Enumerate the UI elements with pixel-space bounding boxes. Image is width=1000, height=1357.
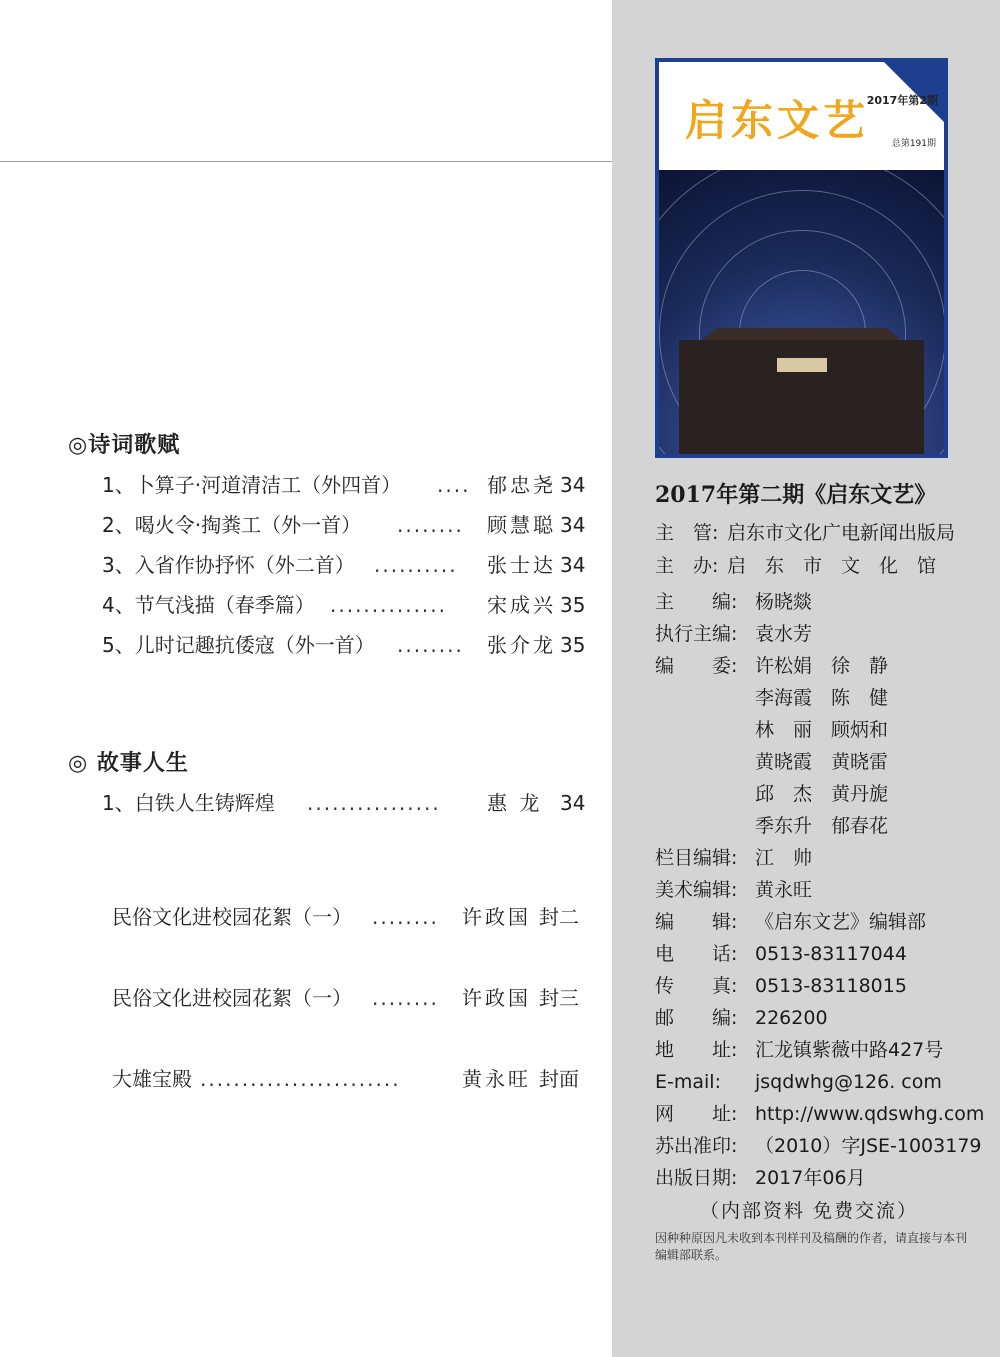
divider: [0, 161, 612, 162]
toc-title: 4、节气浅描（春季篇）: [102, 593, 315, 617]
toc-page: 封三: [539, 986, 579, 1010]
info-key: 传 真:: [655, 975, 738, 997]
toc-row[interactable]: [102, 590, 592, 620]
info-value: 2017年06月: [755, 1167, 866, 1189]
toc-row[interactable]: [102, 630, 592, 660]
info-value: 226200: [755, 1007, 828, 1029]
toc-author: 张士达: [487, 553, 556, 577]
toc-title: 民俗文化进校园花絮（一）: [112, 905, 352, 929]
info-value: 林 丽 顾炳和: [755, 719, 889, 741]
toc-row[interactable]: [102, 510, 592, 540]
info-key: 执行主编:: [655, 623, 738, 645]
info-key: 电 话:: [655, 943, 738, 965]
info-value: 季东升 郁春花: [755, 815, 889, 837]
toc-page: 封二: [539, 905, 579, 929]
info-key: 主 管:: [655, 522, 719, 544]
info-value: 《启东文艺》编辑部: [755, 911, 927, 933]
star-trail-photo: [659, 170, 944, 454]
toc-title: 大雄宝殿: [112, 1067, 192, 1091]
info-key: 主 办:: [655, 555, 719, 577]
cover-thumbnail: [655, 58, 948, 458]
toc-page: 34: [560, 791, 586, 815]
info-value: 黄晓霞 黄晓雷: [755, 751, 889, 773]
toc-title: 1、白铁人生铸辉煌: [102, 791, 275, 815]
info-key: 编 辑:: [655, 911, 738, 933]
masthead-title: 2017年第二期《启东文艺》: [655, 482, 937, 508]
toc-dots: ..............: [330, 593, 448, 617]
toc-title: 民俗文化进校园花絮（一）: [112, 986, 352, 1010]
toc-title: 1、卜算子·河道清洁工（外四首）: [102, 473, 402, 497]
section-heading-poetry: ◎诗词歌赋: [68, 433, 181, 458]
info-key: 栏目编辑:: [655, 847, 738, 869]
cover-total: 总第191期: [891, 139, 936, 149]
cover-issue: 2017年第2期: [866, 94, 938, 107]
info-value: （2010）字JSE-1003179: [755, 1135, 982, 1157]
internal-note: （内部资料 免费交流）: [700, 1200, 919, 1222]
toc-page: 封面: [539, 1067, 579, 1091]
info-value: 启东市文化广电新闻出版局: [727, 522, 956, 544]
toc-author: 许政国: [462, 905, 531, 929]
info-key: 出版日期:: [655, 1167, 738, 1189]
info-value: 汇龙镇紫薇中路427号: [755, 1039, 944, 1061]
toc-author: 宋成兴: [487, 593, 556, 617]
info-value: 黄永旺: [755, 879, 813, 901]
toc-row[interactable]: [112, 983, 592, 1013]
section-heading-stories: ◎ 故事人生: [68, 751, 189, 776]
toc-row[interactable]: [102, 788, 592, 818]
info-key: 主 编:: [655, 591, 738, 613]
toc-page: 34: [560, 553, 586, 577]
toc-dots: ....: [437, 473, 471, 497]
toc-page: 35: [560, 633, 586, 657]
info-key: 编 委:: [655, 655, 738, 677]
toc-title: 5、儿时记趣抗倭寇（外一首）: [102, 633, 375, 657]
info-key: E-mail:: [655, 1071, 721, 1093]
toc-row[interactable]: [102, 470, 592, 500]
author-notice: 因种种原因凡未收到本刊样刊及稿酬的作者，请直接与本刊编辑部联系。: [655, 1231, 968, 1262]
info-value: 杨晓燚: [755, 591, 813, 613]
info-value: 李海霞 陈 健: [755, 687, 889, 709]
info-key: 苏出准印:: [655, 1135, 738, 1157]
toc-title: 2、喝火令·掏粪工（外一首）: [102, 513, 362, 537]
cover-logo: 启东文艺: [685, 96, 870, 145]
info-key: 邮 编:: [655, 1007, 738, 1029]
toc-dots: ........: [372, 905, 439, 929]
info-value: 启 东 市 文 化 馆: [727, 555, 937, 577]
toc-dots: ........: [397, 513, 464, 537]
toc-author: 惠 龙: [487, 791, 543, 815]
toc-page: 35: [560, 593, 586, 617]
toc-row[interactable]: [112, 1064, 592, 1094]
info-value: 许松娟 徐 静: [755, 655, 889, 677]
toc-page: 34: [560, 513, 586, 537]
toc-dots: ..........: [374, 553, 458, 577]
toc-page: 34: [560, 473, 586, 497]
toc-dots: ........: [372, 986, 439, 1010]
toc-author: 郁忠尧: [487, 473, 556, 497]
info-key: 地 址:: [655, 1039, 738, 1061]
toc-dots: ........................: [200, 1067, 401, 1091]
info-value: 0513-83118015: [755, 975, 907, 997]
toc-row[interactable]: [102, 550, 592, 580]
website-link[interactable]: http://www.qdswhg.com: [755, 1103, 985, 1125]
info-key: 美术编辑:: [655, 879, 738, 901]
email-value[interactable]: jsqdwhg@126. com: [755, 1071, 942, 1093]
info-value: 袁水芳: [755, 623, 813, 645]
toc-author: 黄永旺: [462, 1067, 531, 1091]
info-value: 0513-83117044: [755, 943, 907, 965]
info-value: 江 帅: [755, 847, 813, 869]
cover-header: [659, 62, 944, 170]
toc-row[interactable]: [112, 902, 592, 932]
toc-author: 张介龙: [487, 633, 556, 657]
info-value: 邱 杰 黄丹旎: [755, 783, 889, 805]
toc-author: 许政国: [462, 986, 531, 1010]
info-key: 网 址:: [655, 1103, 738, 1125]
temple-plaque: [777, 358, 827, 372]
toc-dots: ........: [397, 633, 464, 657]
toc-title: 3、入省作协抒怀（外二首）: [102, 553, 355, 577]
toc-dots: ................: [307, 791, 441, 815]
toc-author: 顾慧聪: [487, 513, 556, 537]
